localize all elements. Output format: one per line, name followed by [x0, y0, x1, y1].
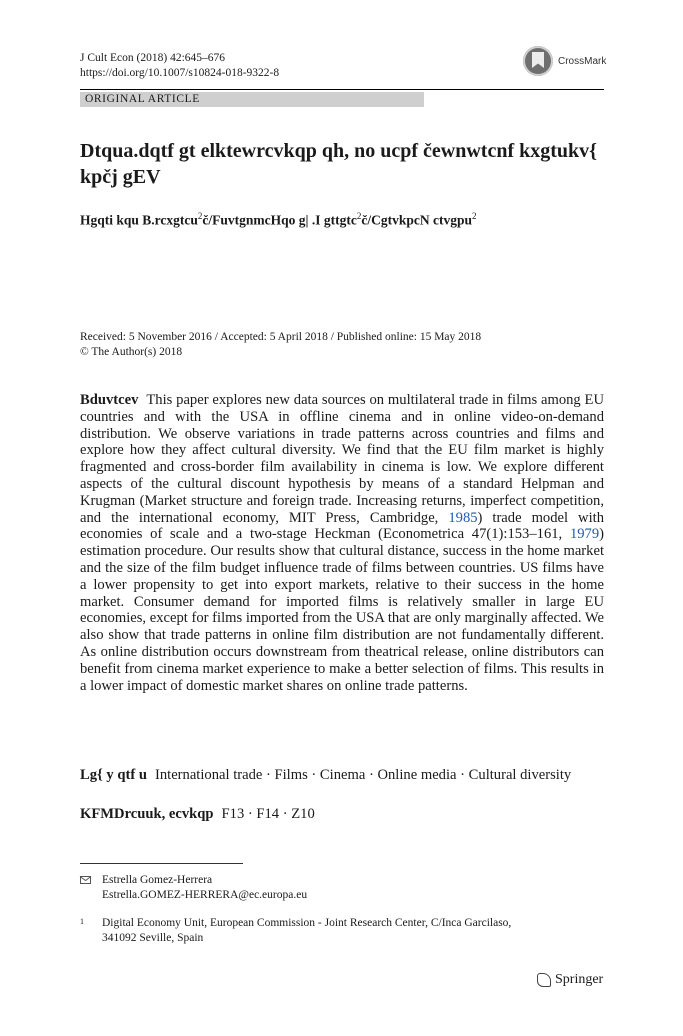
author-separator: č/Fuvtgnmc [202, 212, 271, 228]
citation-link[interactable]: 1985 [448, 509, 478, 526]
publisher-logo [537, 971, 617, 989]
author-affiliation-ref: 2 [356, 211, 362, 221]
history-dates: Received: 5 November 2016 / Accepted: 5 April 2018 / Published online: 15 May 2018 [80, 331, 482, 343]
abstract-text: This paper explores new data sources on multilateral trade in films among EU countries and with the USA in offline cinema and in online video-on-demand distribution. We observe variations in trade patterns across countries and films and explore how they affect cultural diversity. We find that the EU film market is highly fragmented and cross-border film availability in cinema is low. We explore different aspects of the cultural discount hypothesis by means of a standard Helpman and Krugman (Market structure and foreign trade. Increasing returns, imperfect competition, and the international economy, MIT Press, Cambridge, [80, 392, 604, 526]
header-rule [80, 89, 604, 90]
journal-header [80, 51, 279, 81]
author-affiliation-ref: 2 [472, 211, 477, 221]
author-name[interactable]: N ctvgpu [419, 212, 473, 228]
envelope-icon [80, 876, 91, 884]
journal-citation: J Cult Econ (2018) 42:645–676 [80, 52, 226, 64]
abstract-text: ) estimation procedure. Our results show that cultural distance, success in the home market and the size of the film budget influence trade of films between countries. US films have a lower propensity to get into export markets, relative to their success in the home market. Consumer demand for imported films is relatively smaller in large EU economies, except for films imported from the USA that are only marginally affected. We also show that trade patterns in online film distribution are not fundamentally different. As online distribution occurs downstream from theatrical release, online distributors can benefit from cinema market experience to make a better selection of films. This results in a lower impact of domestic market shares on online trade patterns. [80, 526, 604, 694]
affiliation-number: 1 [80, 917, 84, 926]
crossmark-badge[interactable] [523, 44, 623, 78]
copyright-notice: © The Author(s) 2018 [80, 346, 183, 358]
contact-name: Estrella Gomez-Herrera [102, 874, 213, 886]
article-title: Dtqua.dqtf gt elktewrcvkqp qh, no ucpf čewnwtcnf kxgtukv{ kpčj gEV [80, 140, 598, 188]
crossmark-icon [523, 46, 553, 76]
crossmark-label: CrossMark [558, 55, 607, 67]
keywords-value: International trade · Films · Cinema · Online media · Cultural diversity [154, 767, 572, 783]
affiliation-line: 341092 Seville, Spain [102, 932, 204, 944]
author-list [80, 211, 604, 229]
article-type-banner: ORIGINAL ARTICLE [80, 92, 424, 107]
author-affiliation-ref: 2 [197, 211, 203, 221]
jel-value: F13 · F14 · Z10 [221, 806, 315, 822]
abstract-label: Bduvtcev [80, 392, 139, 408]
abstract-text: ) trade model with economies of scale and a two-stage Heckman (Econometrica 47(1):153–161, [80, 509, 604, 543]
affiliation [80, 916, 604, 946]
publication-history [80, 330, 604, 360]
keywords [80, 767, 604, 784]
affiliation-line: Digital Economy Unit, European Commission - Joint Research Center, C/Inca Garcilaso, [102, 917, 512, 929]
abstract [80, 392, 604, 694]
footnote-rule [80, 863, 243, 864]
keywords-label: Lg{ y qtf u [80, 767, 147, 783]
jel-label: KFMDrcuuk, ecvkqp [80, 806, 214, 822]
citation-link[interactable]: 1979 [569, 526, 600, 543]
corresponding-author [80, 873, 604, 903]
springer-horse-icon [537, 973, 551, 987]
author-name[interactable]: Hgqti kqu B.rcxgtcu [80, 212, 198, 228]
doi-link[interactable]: https://doi.org/10.1007/s10824-018-9322-8 [80, 67, 280, 79]
jel-classification [80, 806, 604, 823]
contact-email[interactable]: Estrella.GOMEZ-HERRERA@ec.europa.eu [102, 889, 308, 901]
author-separator: č/Cgtvkpc [361, 212, 420, 228]
publisher-name: Springer [555, 972, 604, 987]
author-name[interactable]: Hqo g| .I gttgtc [270, 212, 357, 228]
